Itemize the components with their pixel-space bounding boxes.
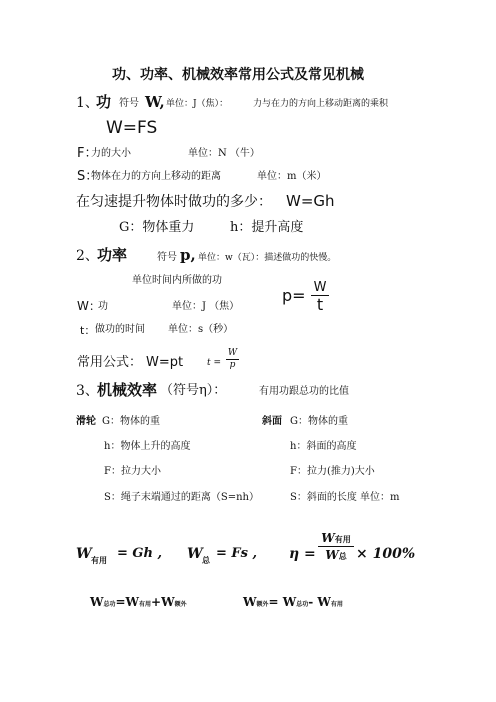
section-1-description: 力与在力的方向上移动距离的乘积	[253, 99, 389, 109]
pulley-item: h：物体上升的高度	[104, 441, 191, 452]
incline-item: G：物体的重	[290, 416, 348, 427]
time-formula-lhs: t =	[207, 358, 222, 368]
work-unit: 单位：J （焦）	[172, 301, 240, 312]
time-unit: 单位：s（秒）	[168, 324, 234, 335]
relation-subscript: 额外	[174, 601, 187, 608]
power-definition: 单位时间内所做的功	[132, 275, 222, 286]
gravity-description: G：物体重力	[119, 220, 195, 235]
distance-unit: 单位：m（米）	[257, 171, 327, 182]
section-1-number: 1、	[76, 95, 99, 111]
efficiency-denominator	[325, 549, 346, 561]
extra-work-relation	[243, 596, 343, 608]
pulley-heading: 滑轮	[76, 416, 96, 427]
time-symbol: t：	[80, 324, 96, 337]
work-description: 功	[98, 301, 108, 312]
efficiency-denominator-symbol: W	[325, 548, 339, 562]
useful-work-formula: = Gh ,	[117, 546, 163, 561]
section-1-symbol: W,	[145, 93, 165, 111]
power-fraction-numerator: W	[313, 280, 327, 295]
section-3-heading: 机械效率	[97, 381, 158, 399]
height-description: h：提升高度	[230, 220, 304, 235]
relation-symbol: - W	[308, 595, 331, 609]
time-fraction-numerator: W	[227, 348, 238, 358]
relation-subscript: 有用	[139, 601, 152, 608]
efficiency-numerator-symbol: W	[321, 531, 335, 545]
section-1-heading: 功	[96, 93, 112, 111]
incline-item: h：斜面的高度	[290, 441, 357, 452]
distance-symbol: S：	[77, 169, 99, 184]
efficiency-denominator-subscript: 总	[338, 551, 347, 561]
relation-subscript: 有用	[330, 601, 343, 608]
lift-formula: W=Gh	[286, 192, 335, 210]
relation-subscript: 总功	[103, 601, 116, 608]
force-unit: 单位：N （牛）	[188, 148, 260, 159]
pulley-item: F：拉力大小	[104, 466, 161, 477]
total-work-relation	[90, 596, 187, 608]
power-formula-lhs: p=	[282, 286, 306, 305]
section-1-unit: 单位：J（焦）：	[166, 99, 229, 109]
efficiency-numerator	[321, 532, 350, 544]
power-fraction	[311, 281, 329, 313]
section-1-symbol-prefix: 符号	[119, 98, 139, 109]
efficiency-lhs: η =	[289, 546, 316, 562]
distance-description: 物体在力的方向上移动的距离	[91, 171, 221, 182]
section-2-symbol-prefix: 符号	[157, 252, 177, 263]
relation-symbol: W	[243, 595, 257, 609]
incline-item: S：斜面的长度 单位：m	[290, 492, 400, 503]
useful-work-symbol: W	[76, 546, 92, 562]
section-3-description: 有用功跟总功的比值	[259, 386, 349, 397]
efficiency-fraction	[318, 532, 354, 561]
section-3-symbol: （符号η）：	[160, 383, 227, 398]
common-formula-label: 常用公式：	[77, 355, 143, 370]
total-work-formula: = Fs ,	[216, 546, 258, 561]
force-description: 力的大小	[91, 148, 131, 159]
pulley-item: G：物体的重	[102, 416, 160, 427]
section-3-number: 3、	[76, 383, 99, 399]
time-description: 做功的时间	[95, 324, 145, 335]
total-work-symbol: W	[187, 546, 203, 562]
relation-symbol: +W	[151, 595, 175, 609]
work-formula: W=FS	[106, 118, 158, 138]
time-fraction	[226, 349, 239, 370]
work-symbol: W：	[77, 299, 101, 313]
pulley-item: S：绳子末端通过的距离（S=nh）	[104, 492, 259, 503]
efficiency-numerator-subscript: 有用	[334, 534, 351, 544]
common-formula: W=pt	[146, 355, 184, 370]
incline-heading: 斜面	[262, 416, 282, 427]
total-work-subscript: 总	[202, 555, 210, 565]
lift-text: 在匀速提升物体时做功的多少：	[76, 194, 272, 210]
incline-item: F：拉力(推力)大小	[290, 466, 375, 477]
relation-symbol: =W	[115, 595, 140, 609]
page-title: 功、功率、机械效率常用公式及常见机械	[112, 67, 364, 83]
efficiency-percent: × 100%	[356, 546, 416, 562]
force-symbol: F：	[77, 146, 98, 161]
relation-subscript: 额外	[256, 601, 269, 608]
section-2-heading: 功率	[97, 246, 128, 264]
useful-work-subscript: 有用	[91, 555, 107, 565]
power-fraction-denominator: t	[316, 295, 324, 314]
time-fraction-denominator: p	[229, 360, 236, 370]
relation-symbol: W	[90, 595, 104, 609]
section-2-number: 2、	[76, 248, 99, 264]
relation-symbol: = W	[268, 595, 297, 609]
section-2-unit: 单位：w（瓦）：描述做功的快慢。	[198, 253, 337, 263]
relation-subscript: 总功	[296, 601, 309, 608]
section-2-symbol: p,	[180, 246, 196, 264]
